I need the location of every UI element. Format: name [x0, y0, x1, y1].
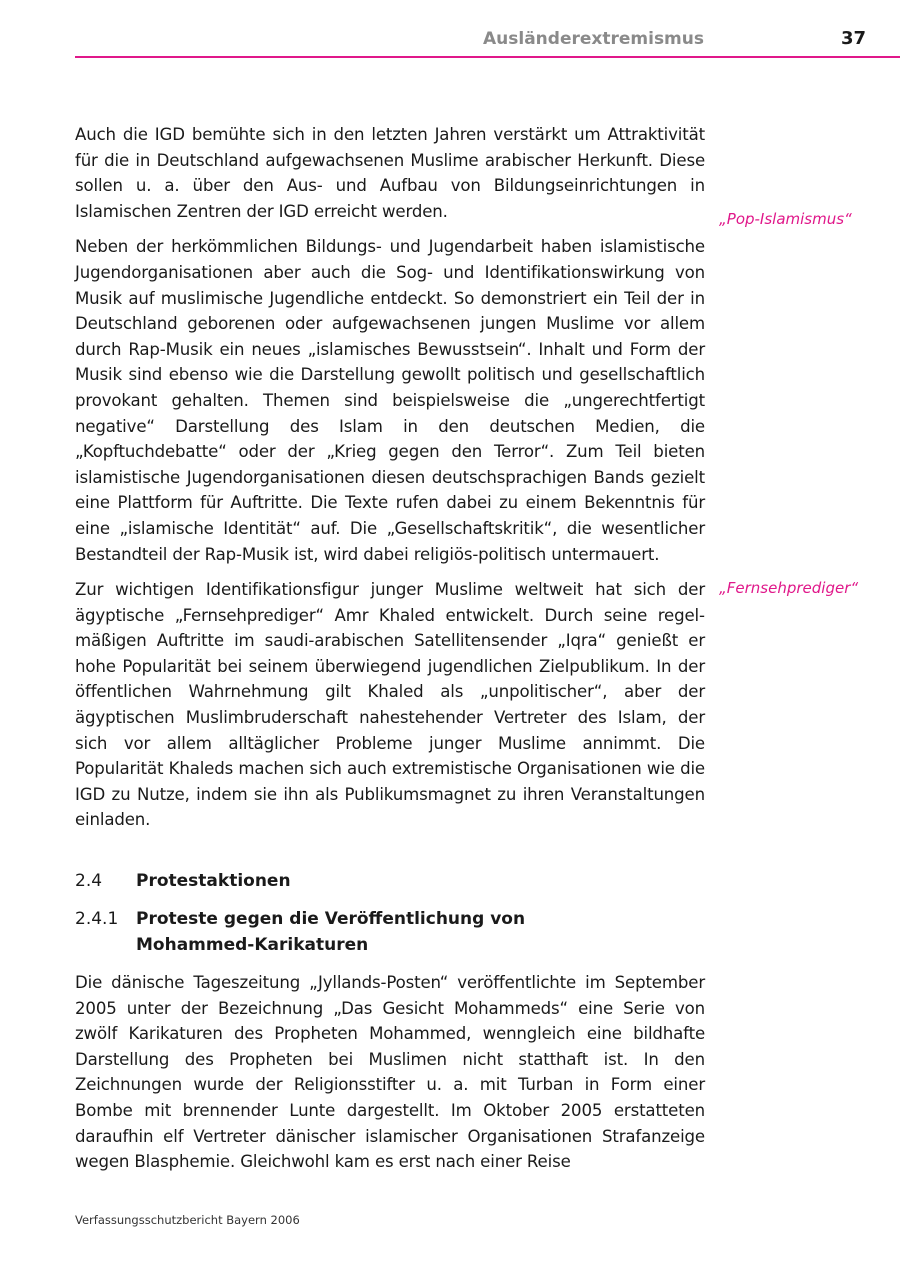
- paragraph-fernsehprediger: Zur wichtigen Identifikationsfigur junger Muslime weltweit hat sich der ägyptische „Fernsehprediger“ Amr Khaled entwickelt. Durch seine regelmäßigen Auftritte im saudi-arabischen Satellitensender „Iqra“ genießt er hohe Popularität bei seinem überwiegend jugendlichen Zielpublikum. In der öffentlichen Wahrnehmung gilt Khaled als „unpolitischer“, aber der ägyptischen Muslimbruderschaft nahestehender Vertreter des Islam, der sich vor allem alltäglicher Probleme junger Muslime annimmt. Die Popularität Khaleds machen sich auch extremistische Organisationen wie die IGD zu Nutze, indem sie ihn als Publikumsmagnet zu ihren Veranstaltungen einladen.: [75, 580, 705, 830]
- section-title: Ausländerextremismus: [483, 29, 704, 49]
- heading-2-4-1: [75, 907, 705, 958]
- margin-note-fernsehprediger: „Fernsehprediger“: [719, 579, 859, 597]
- paragraph-pop-islamismus: Neben der herkömmlichen Bildungs- und Jugendarbeit haben islamistische Jugendorganisationen aber auch die Sog- und Identifikationswirkung von Musik auf muslimische Jugendliche entdeckt. So demonstriert ein Teil der in Deutschland geborenen oder aufgewachsenen jungen Muslime vor allem durch Rap-Musik ein neues „islamisches Bewusstsein“. Inhalt und Form der Musik sind ebenso wie die Darstellung gewollt politisch und gesellschaftlich provokant gehalten. Themen sind beispielsweise die „ungerechtfertigt negative“ Darstellung des Islam in den deutschen Medien, die „Kopftuchdebatte“ oder der „Krieg gegen den Terror“. Zum Teil bieten islamistische Jugendorganisationen diesen deutschsprachigen Bands gezielt eine Plattform für Auftritte. Die Texte rufen dabei zu einem Bekenntnis für eine „islamische Identität“ auf. Die „Gesellschaftskritik“, die wesentlicher Bestandteil der Rap-Musik ist, wird dabei religiös-politisch untermauert.: [75, 237, 705, 564]
- main-text-continued: [75, 970, 705, 1185]
- page-number: 37: [840, 28, 866, 49]
- paragraph-karikaturen: Die dänische Tageszeitung „Jyllands-Posten“ veröffentlichte im September 2005 unter der Bezeichnung „Das Gesicht Mohammeds“ eine Serie von zwölf Karikaturen des Propheten Mohammed, wenngleich eine bildhafte Darstellung des Propheten bei Muslimen nicht statthaft ist. In den Zeichnungen wurde der Religionsstifter u. a. mit Turban in Form einer Bombe mit brennender Lunte dargestellt. Im Oktober 2005 erstatteten daraufhin elf Vertreter dänischer islamischer Organisationen Strafanzeige wegen Blasphemie. Gleichwohl kam es erst nach einer Reise: [75, 973, 705, 1172]
- main-text: [75, 122, 705, 843]
- margin-note-pop-islamismus: „Pop-Islamismus“: [719, 210, 852, 228]
- heading-number: 2.4: [75, 871, 103, 891]
- heading-title: Proteste gegen die Veröffentlichung von Mohammed-Karikaturen: [136, 909, 526, 955]
- page-footer: Verfassungsschutzbericht Bayern 2006: [75, 1213, 300, 1227]
- page-header: [75, 28, 900, 58]
- heading-number: 2.4.1: [75, 909, 119, 929]
- paragraph-igd: Auch die IGD bemühte sich in den letzten Jahren verstärkt um Attraktivität für die in Deutschland aufgewachsenen Muslime arabischer Herkunft. Diese sollen u. a. über den Aus- und Aufbau von Bildungseinrichtungen in Islamischen Zentren der IGD erreicht werden.: [75, 125, 705, 221]
- heading-title: Protestaktionen: [136, 871, 291, 891]
- heading-2-4: [75, 869, 705, 895]
